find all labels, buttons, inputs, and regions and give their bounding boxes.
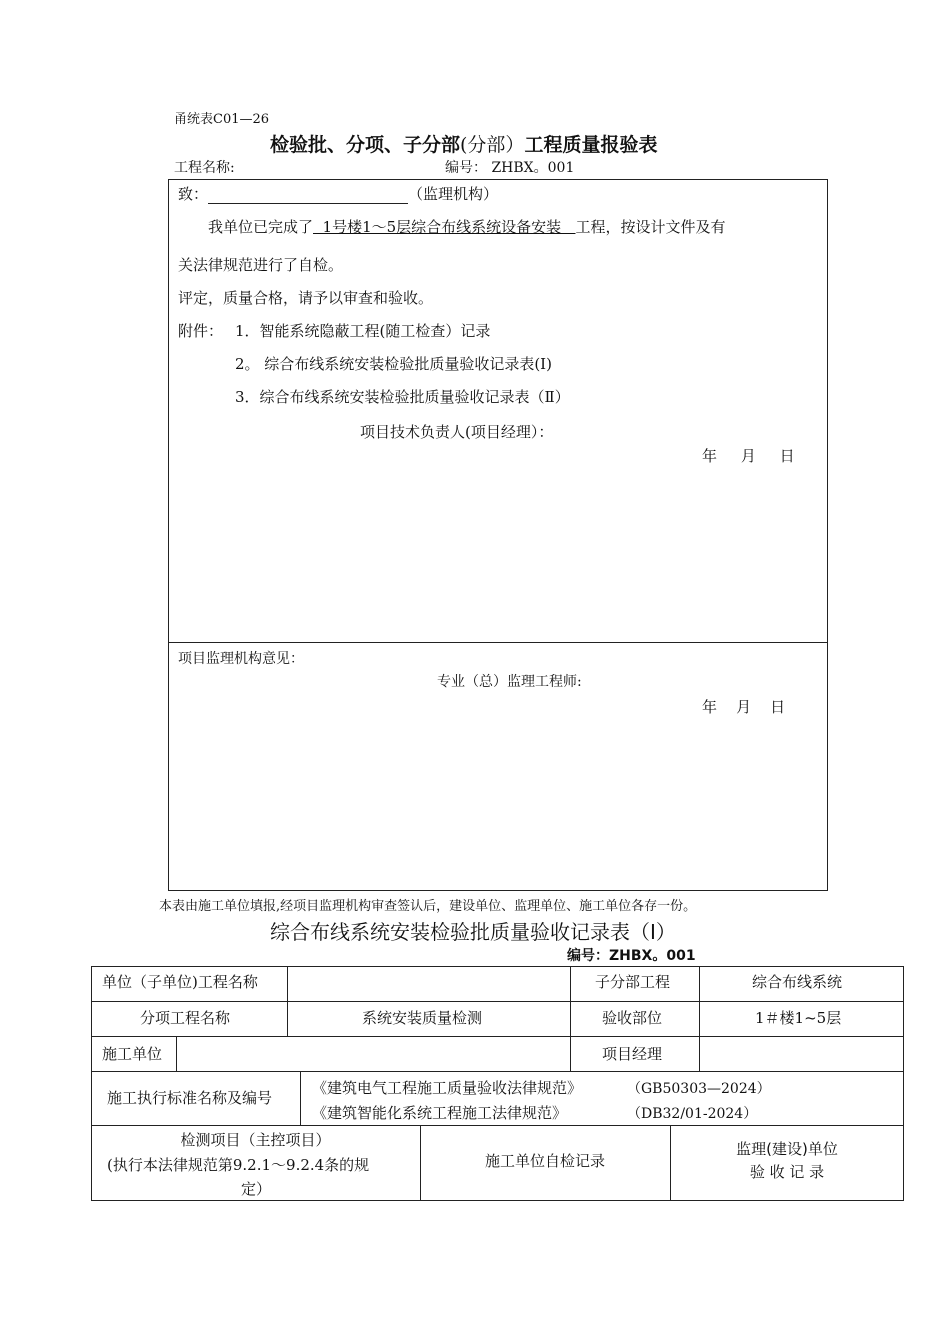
form1-number: 编号： ZHBX。001 [445,160,575,176]
acceptance-location-label: 验收部位 [602,1009,663,1027]
standard-2-name: 《建筑智能化系统工程施工法律规范》 [312,1104,568,1122]
row-divider [91,1001,904,1002]
attachment-1: 1．智能系统隐蔽工程(随工检查）记录 [235,322,491,340]
check-item-line-3: 定） [241,1180,272,1198]
project-manager-label: 项目经理 [602,1045,663,1063]
form2-number: 编号：ZHBX。001 [567,948,696,964]
supervision-record-line-2: 验 收 记 录 [749,1163,825,1181]
form1-divider [168,642,828,643]
attach-label: 附件： [178,322,224,340]
row-divider [91,1071,904,1072]
attachment-2: 2。 综合布线系统安装检验批质量验收记录表(Ⅰ) [235,355,552,373]
supervision-opinion-label: 项目监理机构意见： [178,651,304,667]
col-divider [287,1001,288,1036]
form-code: 甬统表C01—26 [174,112,270,127]
to-blank[interactable] [208,188,408,204]
col-divider [570,1036,571,1071]
date-2: 年 月 日 [702,698,786,716]
paragraph-1 [208,216,726,237]
date-1: 年 月 日 [702,447,795,465]
attachment-3: 3．综合布线系统安装检验批质量验收记录表（Ⅱ） [235,388,570,406]
title-part-b: (分部） [460,134,525,156]
col-divider [287,966,288,1001]
self-check-record-header: 施工单位自检记录 [484,1152,605,1170]
title-part-c: 工程质量报验表 [524,134,658,156]
title-part-a: 检验批、分项、子分部 [270,134,461,156]
col-divider [699,966,700,1071]
unit-project-name-label: 单位（子单位)工程名称 [102,973,258,991]
supervisor-engineer-label: 专业（总）监理工程师: [437,674,582,690]
standard-label: 施工执行标准名称及编号 [107,1089,273,1107]
to-suffix: （监理机构） [408,185,499,203]
check-item-line-2: (执行本法律规范第9.2.1～9.2.4条的规 [107,1156,370,1174]
footnote: 本表由施工单位填报,经项目监理机构审查签认后，建设单位、监理单位、施工单位各存一份。 [159,899,697,914]
sub-item-label: 分项工程名称 [140,1009,231,1027]
project-name-label: 工程名称: [174,160,235,176]
p1-project: 1号楼1～5层综合布线系统设备安装 [313,218,576,236]
supervision-record-line-1: 监理(建设)单位 [736,1140,838,1158]
row-divider [91,1125,904,1126]
standard-1-code: （GB50303—2024） [627,1081,771,1097]
sub-division-label: 子分部工程 [595,973,671,991]
paragraph-3: 评定，质量合格，请予以审查和验收。 [178,289,434,307]
row-divider [91,1036,904,1037]
sub-division-value: 综合布线系统 [752,973,843,991]
construction-unit-label: 施工单位 [102,1045,163,1063]
form1-title [270,130,657,157]
standard-2-code: （DB32/01-2024） [627,1106,758,1122]
form1-box [168,179,828,891]
tech-lead-label: 项目技术负责人(项目经理）： [360,423,554,441]
col-divider [570,966,571,1036]
form2-title: 综合布线系统安装检验批质量验收记录表（Ⅰ） [270,920,676,944]
p1-prefix: 我单位已完成了 [208,218,314,236]
check-item-line-1: 检测项目（主控项目） [180,1131,331,1149]
col-divider [300,1071,301,1125]
col-divider [176,1036,177,1071]
to-line [178,183,498,204]
sub-item-value: 系统安装质量检测 [362,1009,483,1027]
standard-1-name: 《建筑电气工程施工质量验收法律规范》 [312,1079,583,1097]
acceptance-location-value: 1＃楼1~5层 [755,1009,842,1027]
p1-suffix: 工程，按设计文件及有 [575,218,726,236]
paragraph-2: 关法律规范进行了自检。 [178,256,344,274]
to-label: 致： [178,185,209,203]
